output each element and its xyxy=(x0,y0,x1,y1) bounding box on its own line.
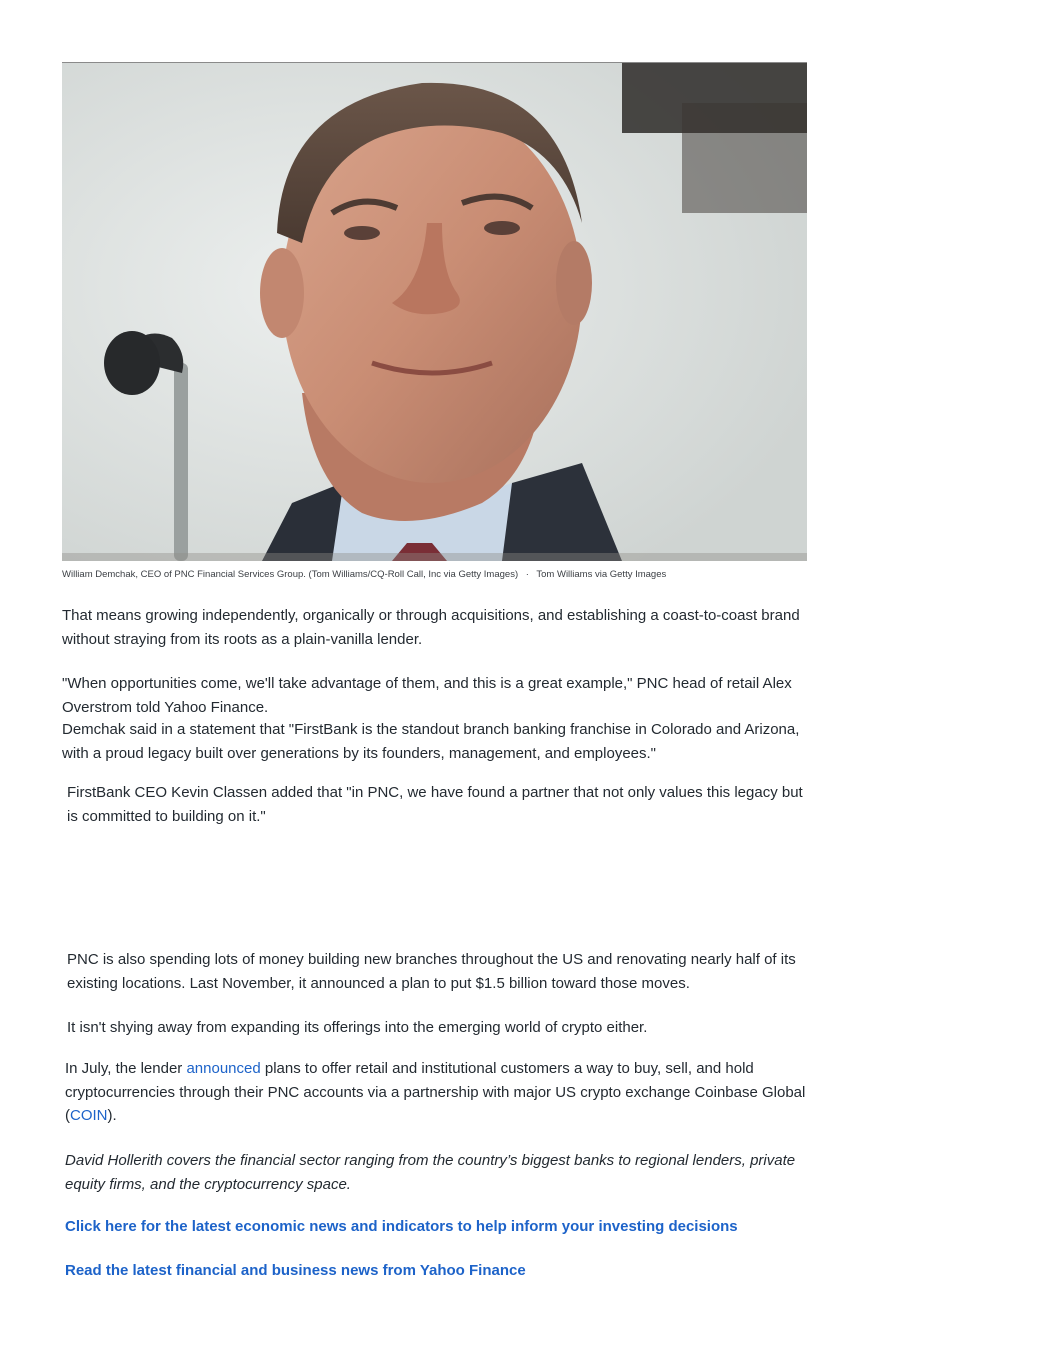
paragraph-classen-quote: FirstBank CEO Kevin Classen added that "in PNC, we have found a partner that not only values this legacy but is committed to building on it." xyxy=(67,784,803,825)
coinbase-text-3: ). xyxy=(107,1107,117,1124)
caption-text: William Demchak, CEO of PNC Financial Services Group. (Tom Williams/CQ-Roll Call, Inc via Getty Images) xyxy=(62,569,519,580)
paragraph-demchak-statement: Demchak said in a statement that "FirstBank is the standout branch banking franchise in Colorado and Arizona, with a proud legacy built over generations by its founders, management, and employees." xyxy=(62,721,800,762)
paragraph-growth: That means growing independently, organically or through acquisitions, and establishing a coast-to-coast brand without straying from its roots as a plain-vanilla lender. xyxy=(62,607,800,648)
article-photo xyxy=(62,62,807,561)
announced-link[interactable]: announced xyxy=(186,1060,261,1077)
paragraph-overstrom-quote: "When opportunities come, we'll take advantage of them, and this is a great example," PNC head of retail Alex Overstrom told Yahoo Finance. xyxy=(62,675,792,716)
coinbase-text-2: plans to offer retail and institutional customers a way to buy, sell, and hold cryptocurrencies through their PNC accounts via a partnership with major US crypto exchange Coinbase Global ( xyxy=(65,1060,806,1124)
paragraph-branches: PNC is also spending lots of money building new branches throughout the US and renovating nearly half of its existing locations. Last November, it announced a plan to put $1.5 billion toward those moves. xyxy=(67,951,796,992)
caption-credit: Tom Williams via Getty Images xyxy=(536,569,667,580)
economic-news-link[interactable]: Click here for the latest economic news and indicators to help inform your investing decisions xyxy=(65,1218,738,1235)
business-news-link[interactable]: Read the latest financial and business news from Yahoo Finance xyxy=(65,1262,526,1279)
coin-ticker-link[interactable]: COIN xyxy=(70,1107,108,1124)
paragraph-coinbase xyxy=(65,1057,815,1128)
paragraph-crypto: It isn't shying away from expanding its offerings into the emerging world of crypto either. xyxy=(67,1019,648,1036)
coinbase-text-1: In July, the lender xyxy=(65,1060,187,1077)
caption-separator: · xyxy=(525,569,529,580)
portrait-image xyxy=(62,63,807,561)
author-note: David Hollerith covers the financial sector ranging from the country’s biggest banks to regional lenders, private equity firms, and the cryptocurrency space. xyxy=(65,1152,796,1193)
photo-caption xyxy=(62,569,822,580)
